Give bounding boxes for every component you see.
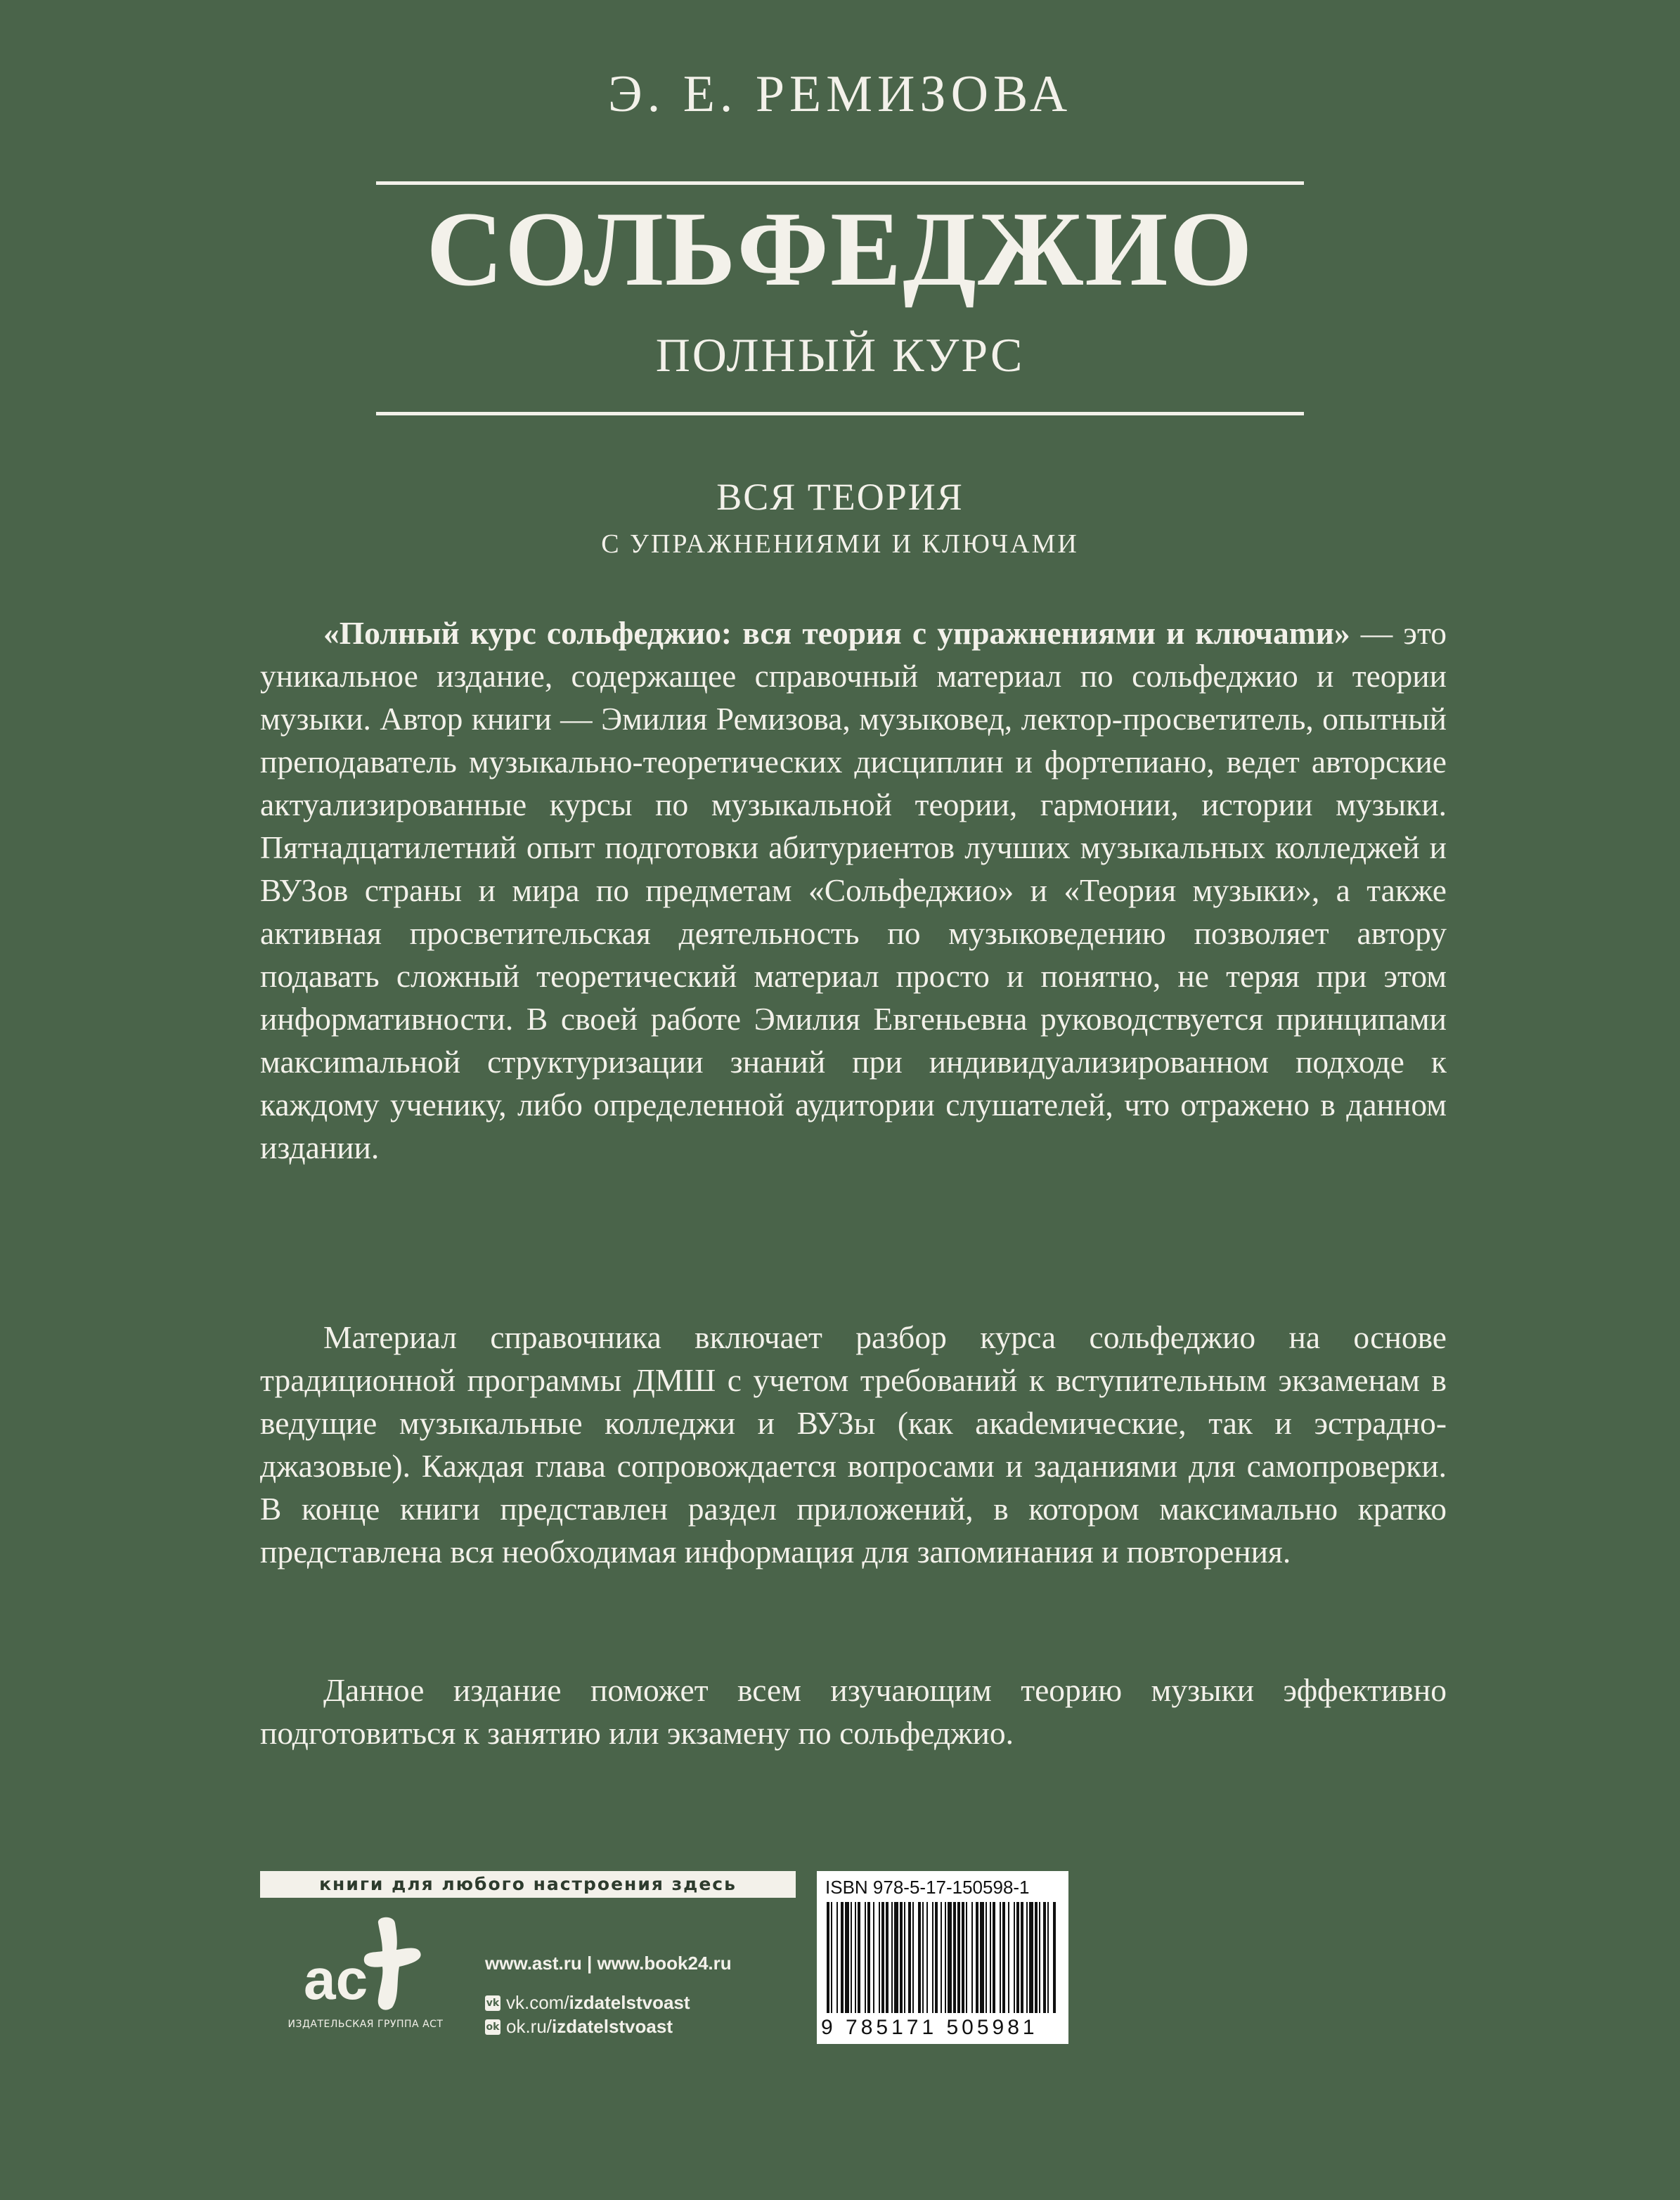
barcode-bar [865, 1902, 866, 2013]
description-paragraph-2 [260, 1316, 1447, 1573]
barcode-bar [932, 1902, 933, 2013]
barcode-bar [986, 1902, 987, 2013]
barcode-bar [922, 1902, 924, 2013]
title-rule-bottom [376, 412, 1304, 415]
barcode-bar [1021, 1902, 1023, 2013]
barcode-bar [971, 1902, 973, 2013]
description-paragraph-3 [260, 1669, 1447, 1754]
barcode-bar [980, 1902, 984, 2013]
barcode-bar [867, 1902, 870, 2013]
barcode-bar [1026, 1902, 1028, 2013]
tagline: ВСЯ ТЕОРИЯ [716, 476, 964, 518]
barcode-bar [926, 1902, 928, 2013]
barcode-bar [881, 1902, 884, 2013]
barcode-bar [990, 1902, 991, 2013]
barcode-bar [1016, 1902, 1019, 2013]
ok-handle: izdatelstvoast [552, 2016, 673, 2037]
barcode-bar [836, 1902, 838, 2013]
barcode-bar [1053, 1902, 1056, 2013]
ok-link[interactable] [485, 2016, 673, 2038]
barcode-bar [1047, 1902, 1049, 2013]
barcode-bar [1014, 1902, 1015, 2013]
barcode-bar [912, 1902, 914, 2013]
barcode-bar [858, 1902, 860, 2013]
title-rule-top [376, 181, 1304, 185]
description-paragraph-1 [260, 612, 1447, 1169]
vk-handle: izdatelstvoast [569, 1992, 690, 2013]
barcode-box [817, 1871, 1068, 2044]
ok-prefix: ok.ru/ [506, 2016, 553, 2037]
barcode-bar [966, 1902, 967, 2013]
barcode-bar [886, 1902, 889, 2013]
book-subtitle: ПОЛНЫЙ КУРС [655, 328, 1025, 382]
vk-prefix: vk.com/ [506, 1992, 569, 2013]
barcode-bar [957, 1902, 960, 2013]
barcode-bar [948, 1902, 952, 2013]
vk-icon: vk [485, 1995, 500, 2011]
barcode-bar [1002, 1902, 1005, 2013]
barcode-bar [904, 1902, 905, 2013]
description-paragraph-3-text: Данное издание поможет всем изучающим теорию музыки эффективно подготовиться к занятию или экзамену по сольфеджио. [260, 1672, 1447, 1751]
barcode-bar [918, 1902, 921, 2013]
description-lead-rest: — это уникальное издание, содержащее справочный материал по сольфеджио и теории музыки. Автор книги — Эмилия Ремизова, музыковед, лектор-просветитель, опытный преподаватель музыкально-теоретических дисциплин и фортепиано, ведет авторские актуализированные курсы по музыкальной теории, гармонии, истории музыки. Пятнадцатилетний опыт подготовки абитуриентов лучших музыкальных колледжей и ВУЗов страны и мира по предметам «Сольфеджио» и «Теория музыки», а также активная просветительская деятельность по музыковедению позволяет автору подавать сложный теоретический материал просто и понятно, не теряя при этом информативности. В своей работе Эмилия Евгеньевна руководствуется принципами максиmальной структуризации знаний при индивидуализированном подходе к каждому ученику, либо определенной аудитории слушателей, что отражено в данном издании. [260, 615, 1447, 1165]
svg-text:ac: ac [304, 1948, 368, 2012]
barcode-bar [845, 1902, 849, 2013]
barcode-bar [935, 1902, 938, 2013]
vk-link[interactable] [485, 1992, 690, 2014]
barcode-icon [824, 1902, 1061, 2014]
ok-icon: ok [485, 2019, 500, 2035]
barcode-bar [945, 1902, 946, 2013]
ast-logo-icon [294, 1910, 434, 2016]
barcode-bar [1000, 1902, 1001, 2013]
barcode-bar [1035, 1902, 1038, 2013]
publisher-group-label: ИЗДАТЕЛЬСКАЯ ГРУППА АСТ [287, 2019, 444, 2030]
barcode-bar [1008, 1902, 1009, 2013]
barcode-bar [879, 1902, 880, 2013]
barcode-bar [941, 1902, 942, 2013]
slogan-bar: книги для любого настроения здесь [260, 1871, 796, 1898]
barcode-bar [873, 1902, 874, 2013]
barcode-bar [855, 1902, 856, 2013]
barcode-bar [1029, 1902, 1033, 2013]
web-links[interactable]: www.ast.ru | www.book24.ru [485, 1953, 732, 1974]
barcode-bar [976, 1902, 978, 2013]
barcode-bar [841, 1902, 844, 2013]
barcode-bar [1043, 1902, 1046, 2013]
barcode-bar [894, 1902, 898, 2013]
barcode-bar [900, 1902, 903, 2013]
author-name: Э. Е. РЕМИЗОВА [607, 65, 1073, 123]
barcode-digits: 9 785171 505981 [821, 2016, 1038, 2039]
description-lead-bold: «Полный курс сольфеджио: вся теория с упражнениями и ключаmи» [323, 615, 1350, 651]
barcode-bar [851, 1902, 852, 2013]
description-paragraph-2-text: Материал справочника включает разбор курса сольфеджио на основе традиционной программы ДМШ с учетом требований к вступительным экзаменам в ведущие музыкальные колледжи и ВУЗы (как акаdемические, так и эстрадно-джазовые). Каждая глава сопровождается вопросами и заданиями для самопроверки. В конце книги представлен раздел приложений, в котором максимально кратко представлена вся необходимая информация для запоминания и повторения. [260, 1319, 1447, 1570]
barcode-bar [908, 1902, 911, 2013]
isbn-label: ISBN 978-5-17-150598-1 [825, 1877, 1030, 1898]
barcode-bar [827, 1902, 829, 2013]
barcode-bar [962, 1902, 964, 2013]
barcode-bar [891, 1902, 893, 2013]
barcode-bar [953, 1902, 956, 2013]
barcode-bar [993, 1902, 995, 2013]
tagline-sub: С УПРАЖНЕНИЯМИ И КЛЮЧАМИ [601, 529, 1079, 559]
barcode-bar [1039, 1902, 1040, 2013]
barcode-bar [831, 1902, 832, 2013]
book-title: СОЛЬФЕДЖИО [426, 190, 1254, 308]
